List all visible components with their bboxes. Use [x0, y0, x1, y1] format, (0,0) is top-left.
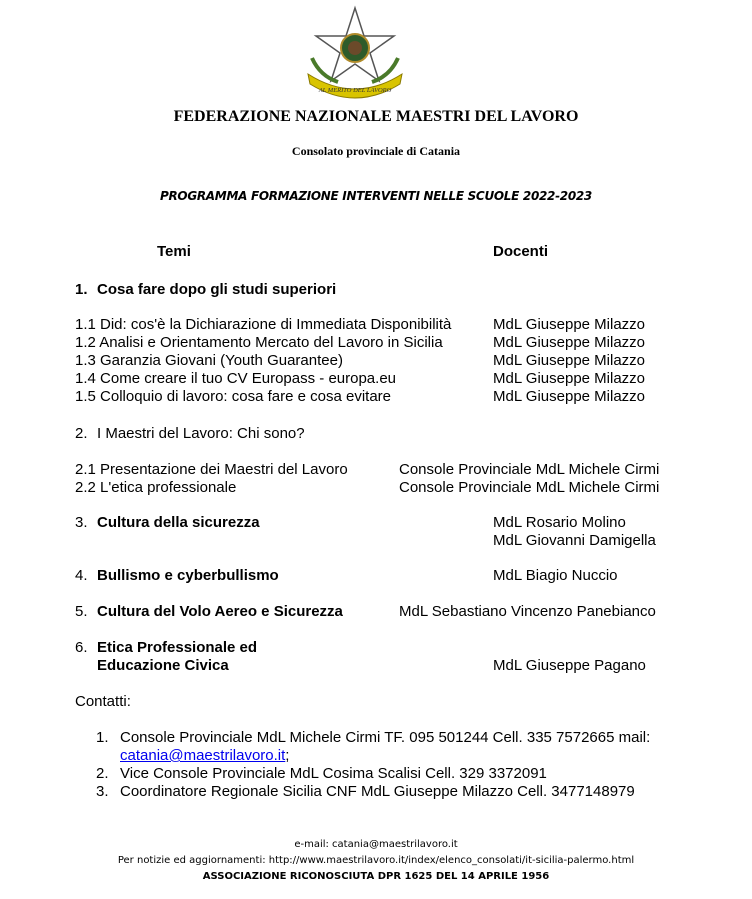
contact-email-link[interactable]: catania@maestrilavoro.it — [120, 747, 286, 764]
consulate-subtitle: Consolato provinciale di Catania — [291, 144, 461, 158]
column-header-teachers: Docenti — [493, 243, 549, 260]
teacher-1-3: MdL Giuseppe Milazzo — [493, 352, 646, 369]
contact-2-number: 2. — [96, 765, 109, 782]
section-5-number: 5. — [75, 603, 88, 620]
list-item — [96, 729, 650, 747]
list-item — [96, 747, 650, 765]
teacher-1-5: MdL Giuseppe Milazzo — [493, 388, 646, 405]
column-header-topics: Temi — [157, 243, 191, 260]
contact-1-after: ; — [285, 747, 290, 764]
teacher-1-4: MdL Giuseppe Milazzo — [493, 370, 646, 387]
footer-news-link: Per notizie ed aggiornamenti: http://www.maestrilavoro.it/index/elenco_consolati/it-sicilia-palermo.html — [117, 855, 635, 866]
footer-email: e-mail: catania@maestrilavoro.it — [294, 839, 458, 850]
contacts-heading: Contatti: — [75, 693, 131, 710]
teacher-1-2: MdL Giuseppe Milazzo — [493, 334, 646, 351]
teacher-5: MdL Sebastiano Vincenzo Panebianco — [399, 603, 656, 620]
topic-2-1: 2.1 Presentazione dei Maestri del Lavoro — [75, 461, 348, 478]
section-3-number: 3. — [75, 514, 88, 531]
section-6-title-line2: Educazione Civica — [97, 657, 229, 674]
star-of-merit-logo — [290, 4, 420, 104]
topic-1-2: 1.2 Analisi e Orientamento Mercato del Lavoro in Sicilia — [75, 334, 443, 351]
section-4-number: 4. — [75, 567, 88, 584]
section-2-title: I Maestri del Lavoro: Chi sono? — [97, 425, 305, 442]
program-title: PROGRAMMA FORMAZIONE INTERVENTI NELLE SCUOLE 2022-2023 — [159, 189, 592, 203]
teacher-6: MdL Giuseppe Pagano — [493, 657, 646, 674]
contact-3-number: 3. — [96, 783, 109, 800]
contact-1-text: Console Provinciale MdL Michele Cirmi TF. 095 501244 Cell. 335 7572665 mail: — [120, 729, 651, 746]
teacher-3-2: MdL Giovanni Damigella — [493, 532, 656, 549]
topic-2-2: 2.2 L'etica professionale — [75, 479, 237, 496]
topic-1-3: 1.3 Garanzia Giovani (Youth Guarantee) — [75, 352, 343, 369]
teacher-4: MdL Biagio Nuccio — [493, 567, 618, 584]
contact-3-text: Coordinatore Regionale Sicilia CNF MdL Giuseppe Milazzo Cell. 3477148979 — [120, 783, 635, 800]
teacher-3-1: MdL Rosario Molino — [493, 514, 626, 531]
section-4-title: Bullismo e cyberbullismo — [97, 567, 279, 584]
section-1-title: Cosa fare dopo gli studi superiori — [97, 281, 337, 298]
list-item — [96, 765, 650, 783]
topic-1-1: 1.1 Did: cos'è la Dichiarazione di Immediata Disponibilità — [75, 316, 452, 333]
teacher-1-1: MdL Giuseppe Milazzo — [493, 316, 646, 333]
topic-1-4: 1.4 Come creare il tuo CV Europass - europa.eu — [75, 370, 396, 387]
organization-title: FEDERAZIONE NAZIONALE MAESTRI DEL LAVORO — [173, 108, 579, 125]
ribbon-icon — [308, 74, 402, 98]
section-1-number: 1. — [75, 281, 88, 298]
section-3-title: Cultura della sicurezza — [97, 514, 260, 531]
logo-ribbon-text: AL MERITO DEL LAVORO — [318, 87, 392, 94]
teacher-2-2: Console Provinciale MdL Michele Cirmi — [399, 479, 660, 496]
contact-2-text: Vice Console Provinciale MdL Cosima Scalisi Cell. 329 3372091 — [120, 765, 547, 782]
list-item — [96, 783, 650, 801]
topic-1-5: 1.5 Colloquio di lavoro: cosa fare e cosa evitare — [75, 388, 392, 405]
footer-association: ASSOCIAZIONE RICONOSCIUTA DPR 1625 DEL 14 APRILE 1956 — [202, 871, 550, 882]
section-6-title-line1: Etica Professionale ed — [97, 639, 258, 656]
contacts-list — [96, 729, 650, 801]
section-2-number: 2. — [75, 425, 88, 442]
section-6-number: 6. — [75, 639, 88, 656]
teacher-2-1: Console Provinciale MdL Michele Cirmi — [399, 461, 660, 478]
section-5-title: Cultura del Volo Aereo e Sicurezza — [97, 603, 343, 620]
contact-1-number: 1. — [96, 729, 109, 746]
